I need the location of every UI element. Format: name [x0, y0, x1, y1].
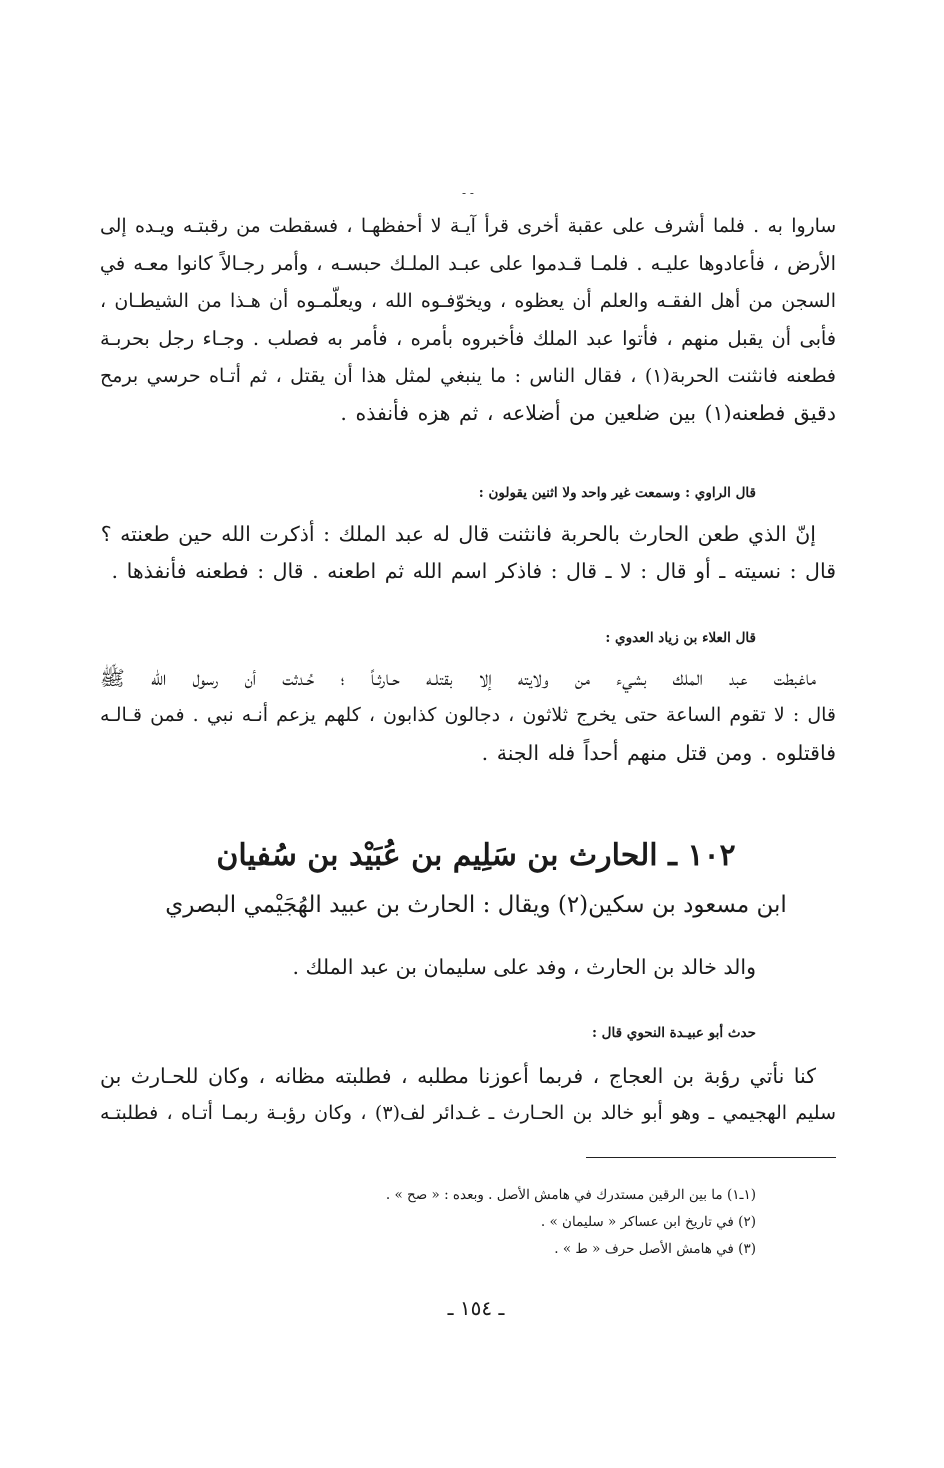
footnote: (٣) في هامش الأصل حرف « ط » .: [554, 1241, 756, 1257]
page-number: ـ ١٥٤ ـ: [447, 1296, 505, 1320]
paragraph-line: الأرض ، فأعادوها عليـه . فلمـا قـدموا على عبـد الملـك حبسـه ، وأمر رجـالاً كانوا معـه في: [100, 252, 836, 276]
paragraph-line: فطعنه فانثنت الحربة(١) ، فقال الناس : ما ينبغي لمثل هذا أن يقتل ، ثم أتـاه حرسي برمح: [100, 364, 836, 387]
paragraph-1: [100, 208, 836, 432]
paragraph-line: قال : لا تقوم الساعة حتى يخرج ثلاثون ، دجالون كذابون ، كلهم يزعم أنـه نبي . فمن قـالـه: [100, 704, 836, 727]
footnotes: [386, 1182, 756, 1263]
entry-title: ١٠٢ ـ الحارث بن سَلِيم بن عُبَيْد بن سُفيان: [216, 838, 736, 873]
entry-subtitle: ابن مسعود بن سكين(٢) ويقال : الحارث بن عبيد الهُجَيْمي البصري: [165, 892, 787, 918]
narrator-heading: قال الراوي : وسمعت غير واحد ولا اثنين يقولون :: [478, 485, 756, 501]
paragraph-line: ماغبطت عبد الملك بشيء من ولايته إلا بقتلـه حـارثـاً ؛ حُـدثت أن رسول الله ﷺ: [100, 666, 816, 690]
paragraph-2: [100, 516, 836, 591]
paragraph-line: قال : نسيته ـ أو قال : لا ـ قال : فاذكر اسم الله ثم اطعنه . قال : فطعنه فأنفذها .: [111, 559, 836, 584]
footnote: (١ـ١) ما بين الرقين مستدرك في هامش الأصل . وبعده : « صح » .: [385, 1187, 756, 1203]
paragraph-line: ساروا به . فلما أشرف على عقبة أخرى قرأ آيـة لا أحفظهـا ، فسقطت من رقبتـه ويـده إلى: [100, 216, 836, 237]
paragraph-line: دقيق فطعنه(١) بين ضلعين من أضلاعه ، ثم هزه فأنفذه .: [340, 401, 836, 426]
narrator-heading: حدث أبو عبيـدة النحوي قال :: [592, 1025, 756, 1041]
footnote: (٢) في تاريخ ابن عساكر « سليمان » .: [540, 1214, 756, 1230]
paragraph-4: [100, 1058, 836, 1133]
paragraph-line: فاقتلوه . ومن قتل منهم أحداً فله الجنة .: [481, 740, 836, 765]
paragraph-line: كنا نأتي رؤبة بن العجاج ، فربما أعوزنا مطلبه ، فطلبته مظانه ، وكان للحـارث بن: [100, 1064, 816, 1088]
paragraph-line: سليم الهجيمي ـ وهو أبو خالد بن الحـارث ـ غـدائر لف(٣) ، وكان رؤبـة ربمـا أتـاه ، فطلبتـه: [100, 1102, 836, 1125]
bio-line: والد خالد بن الحارث ، وفد على سليمان بن عبد الملك .: [292, 955, 756, 979]
footnote-divider: [586, 1157, 836, 1158]
paragraph-line: إنّ الذي طعن الحارث بالحربة فانثنت قال له عبد الملك : أذكرت الله حين طعنته ؟: [100, 522, 816, 546]
paragraph-line: السجن من أهل الفقـه والعلم أن يعظوه ، ويخوّفـوه الله ، ويعلّمـوه أن هـذا من الشيطـان ،: [100, 289, 836, 312]
paragraph-line: فأبى أن يقبل منهم ، فأتوا عبد الملك فأخبروه بأمره ، فأمر به فصلب . وجـاء رجل بحربـة: [100, 327, 836, 351]
top-mark: - -: [462, 186, 474, 200]
paragraph-3: [100, 660, 836, 772]
narrator-heading: قال العلاء بن زياد العدوي :: [605, 630, 756, 646]
